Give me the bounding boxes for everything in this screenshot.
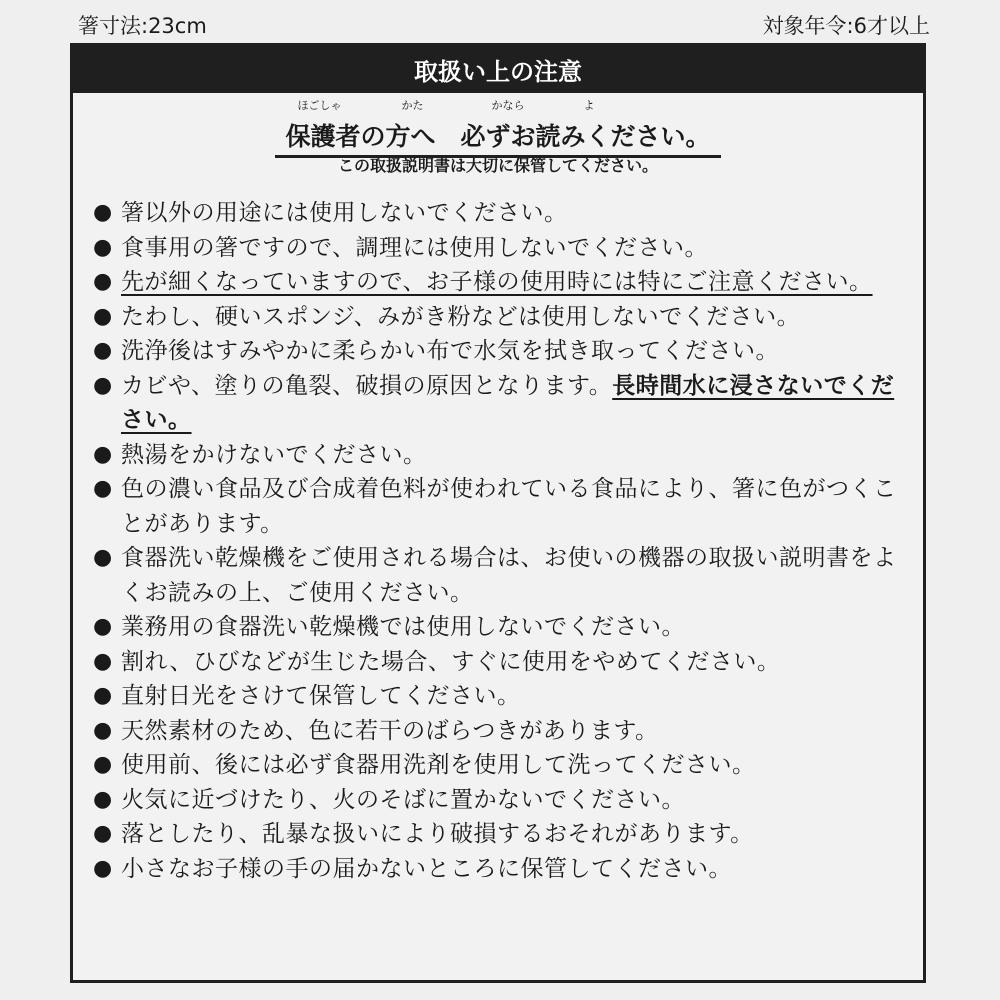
caution-panel <box>70 43 926 983</box>
ruby-yo: よ <box>583 99 595 112</box>
list-item: ● 落としたり、乱暴な扱いにより破損するおそれがあります。 <box>93 817 923 852</box>
bullet-icon: ● <box>93 786 113 812</box>
bullet-icon: ● <box>93 372 113 398</box>
list-item: ● カビや、塗りの亀裂、破損の原因となります。長時間水に浸さないでください。 <box>93 369 923 438</box>
bullet-icon: ● <box>93 200 113 225</box>
bullet-icon: ● <box>93 303 113 329</box>
list-item: ● 熱湯をかけないでください。 <box>93 438 923 473</box>
list-item: ● 食器洗い乾燥機をご使用される場合は、お使いの機器の取扱い説明書をよくお読みの上、ご使用ください。 <box>93 541 923 610</box>
list-item: ● 使用前、後には必ず食器用洗剤を使用して洗ってください。 <box>93 748 923 783</box>
bullet-icon: ● <box>93 476 113 501</box>
list-item: ● 小さなお子様の手の届かないところに保管してください。 <box>93 852 923 887</box>
list-item: ● 洗浄後はすみやかに柔らかい布で水気を拭き取ってください。 <box>93 334 923 369</box>
bullet-icon: ● <box>93 821 113 846</box>
ruby-kata: かた <box>401 99 424 112</box>
bullet-icon: ● <box>93 855 113 881</box>
caution-header: 取扱い上の注意 <box>73 46 923 93</box>
bullet-icon: ● <box>93 545 113 570</box>
list-item: ● 箸以外の用途には使用しないでください。 <box>93 196 923 231</box>
bullet-icon: ● <box>93 338 113 363</box>
caution-list <box>93 196 923 886</box>
list-item: ● 業務用の食器洗い乾燥機では使用しないでください。 <box>93 610 923 645</box>
chopstick-length: 箸寸法:23cm <box>78 14 207 38</box>
bullet-icon: ● <box>93 234 113 260</box>
bullet-icon: ● <box>93 683 113 708</box>
bullet-icon: ● <box>93 648 113 674</box>
list-item: ● 火気に近づけたり、火のそばに置かないでください。 <box>93 783 923 818</box>
ruby-hogosha: ほごしゃ <box>297 99 342 112</box>
bullet-icon: ● <box>93 269 113 294</box>
list-item: ● 天然素材のため、色に若干のばらつきがあります。 <box>93 714 923 749</box>
target-age: 対象年令:6才以上 <box>762 14 930 38</box>
list-item: ● たわし、硬いスポンジ、みがき粉などは使用しないでください。 <box>93 300 923 335</box>
list-item <box>93 265 923 300</box>
list-item: ● 食事用の箸ですので、調理には使用しないでください。 <box>93 231 923 266</box>
keep-manual-note: この取扱説明書は大切に保管してください。 <box>337 156 658 175</box>
list-item: ● 色の濃い食品及び合成着色料が使われている食品により、箸に色がつくことがあります。 <box>93 472 923 541</box>
list-item: ● 割れ、ひびなどが生じた場合、すぐに使用をやめてください。 <box>93 645 923 680</box>
ruby-kanara: かなら <box>491 99 525 112</box>
guardian-notice <box>73 99 923 151</box>
bullet-icon: ● <box>93 752 113 777</box>
list-item: ● 直射日光をさけて保管してください。 <box>93 679 923 714</box>
bullet-icon: ● <box>93 614 113 639</box>
emphasized-warning: 長時間水に浸さないでください。 <box>121 372 895 433</box>
underlined-warning: 先が細くなっていますので、お子様の使用時には特にご注意ください。 <box>121 269 873 295</box>
bullet-icon: ● <box>93 441 113 467</box>
guardian-text: 保護者の方へ 必ずお読みください。 <box>285 122 711 151</box>
bullet-icon: ● <box>93 717 113 743</box>
